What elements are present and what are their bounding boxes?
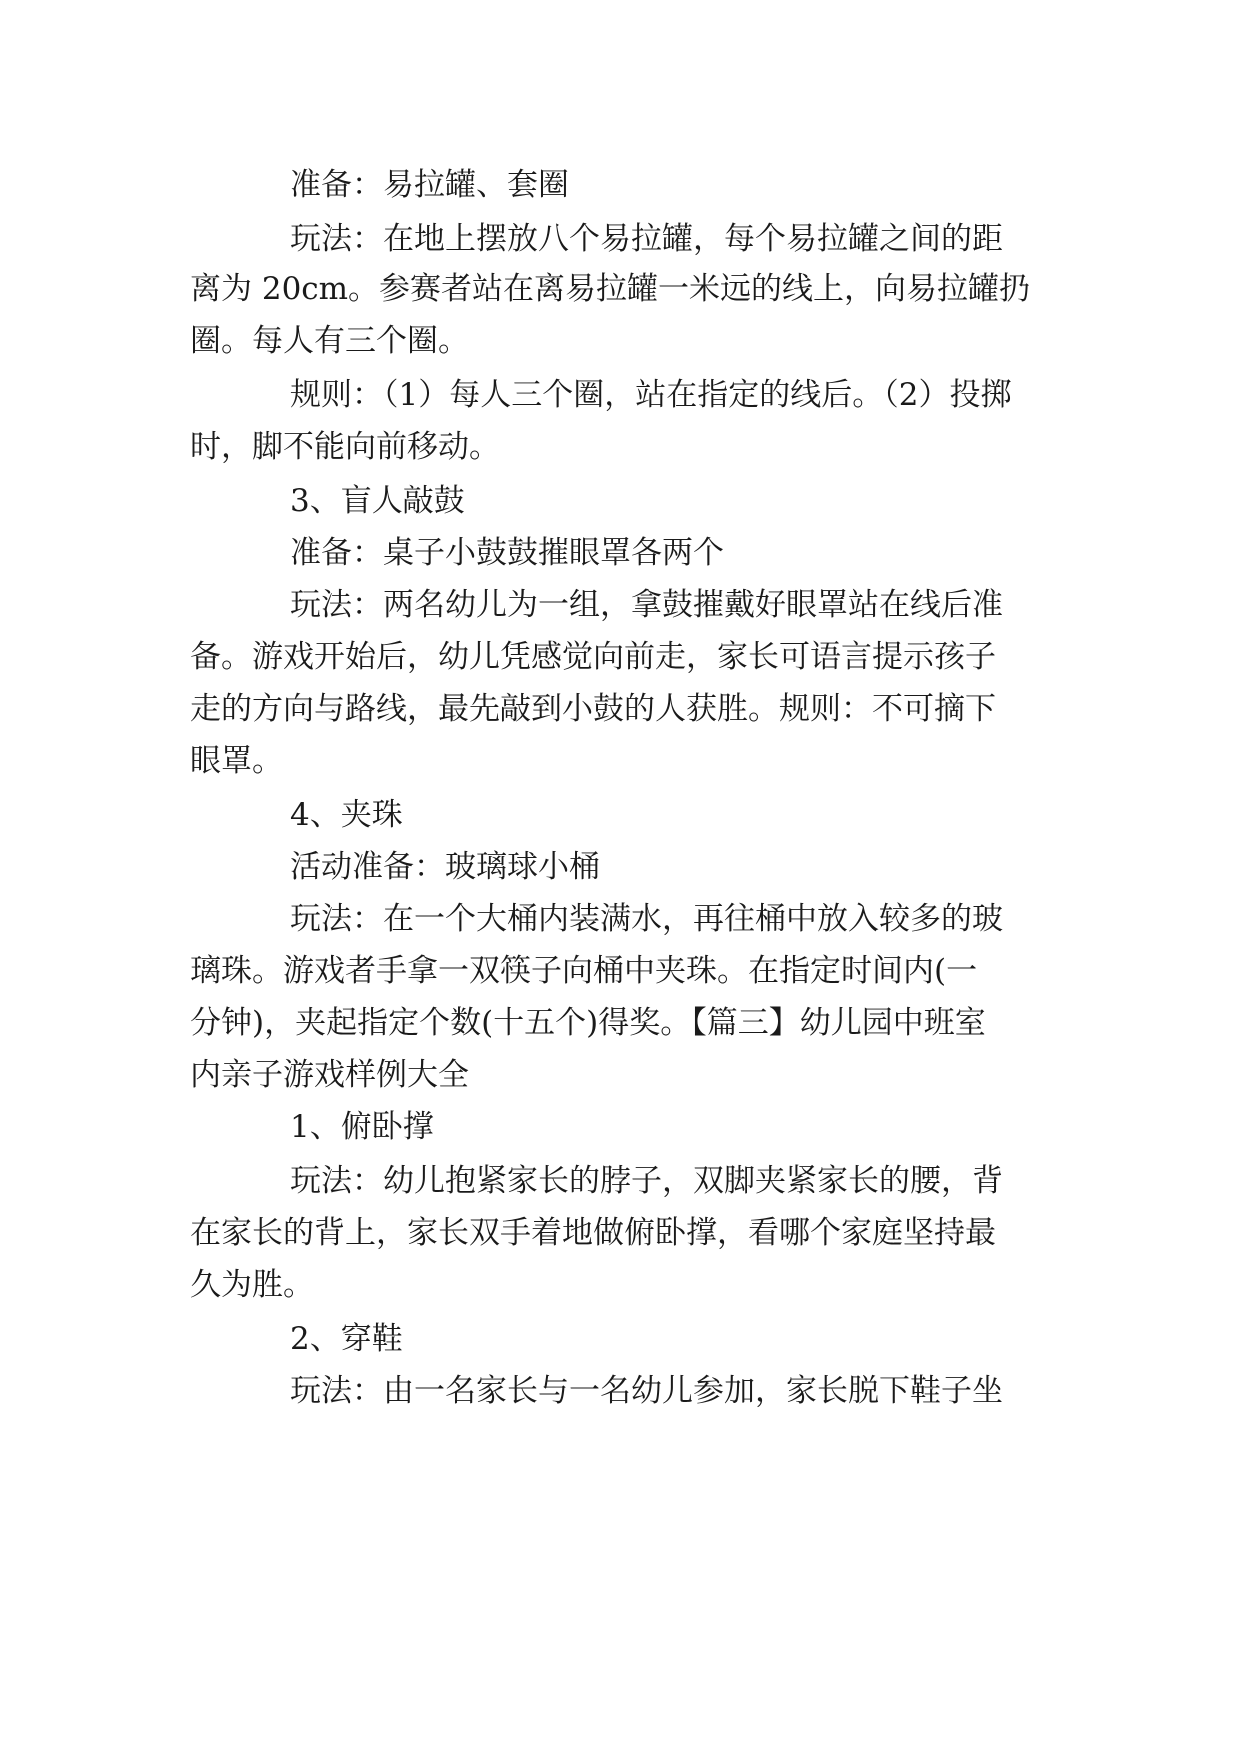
text-line: 玩法：幼儿抱紧家长的脖子，双脚夹紧家长的腰，背 — [290, 1163, 1003, 1199]
text-line: 准备：易拉罐、套圈 — [290, 167, 569, 203]
text-line: 4、夹珠 — [290, 797, 403, 833]
text-line: 走的方向与路线，最先敲到小鼓的人获胜。规则：不可摘下 — [190, 691, 996, 727]
text-line: 3、盲人敲鼓 — [290, 483, 465, 519]
text-line: 久为胜。 — [190, 1267, 314, 1303]
text-line: 准备：桌子小鼓鼓摧眼罩各两个 — [290, 535, 724, 571]
text-line: 分钟)，夹起指定个数(十五个)得奖。【篇三】幼儿园中班室 — [190, 1005, 986, 1041]
text-line: 在家长的背上，家长双手着地做俯卧撑，看哪个家庭坚持最 — [190, 1215, 996, 1251]
text-line: 备。游戏开始后，幼儿凭感觉向前走，家长可语言提示孩子 — [190, 639, 996, 675]
text-line: 圈。每人有三个圈。 — [190, 323, 469, 359]
text-line: 离为 20cm。参赛者站在离易拉罐一米远的线上，向易拉罐扔 — [190, 271, 1031, 307]
text-line: 2、穿鞋 — [290, 1321, 403, 1357]
text-line: 玩法：在地上摆放八个易拉罐，每个易拉罐之间的距 — [290, 221, 1003, 257]
text-line: 眼罩。 — [190, 743, 283, 779]
text-line: 活动准备：玻璃球小桶 — [290, 849, 600, 885]
text-line: 玩法：在一个大桶内装满水，再往桶中放入较多的玻 — [290, 901, 1003, 937]
text-line: 规则：（1）每人三个圈，站在指定的线后。（2）投掷 — [290, 377, 1012, 413]
text-line: 璃珠。游戏者手拿一双筷子向桶中夹珠。在指定时间内(一 — [190, 953, 978, 989]
text-line: 玩法：由一名家长与一名幼儿参加，家长脱下鞋子坐 — [290, 1373, 1003, 1409]
text-line: 内亲子游戏样例大全 — [190, 1057, 469, 1093]
text-line: 1、俯卧撑 — [290, 1109, 434, 1145]
text-line: 时，脚不能向前移动。 — [190, 429, 500, 465]
text-line: 玩法：两名幼儿为一组，拿鼓摧戴好眼罩站在线后准 — [290, 587, 1003, 623]
